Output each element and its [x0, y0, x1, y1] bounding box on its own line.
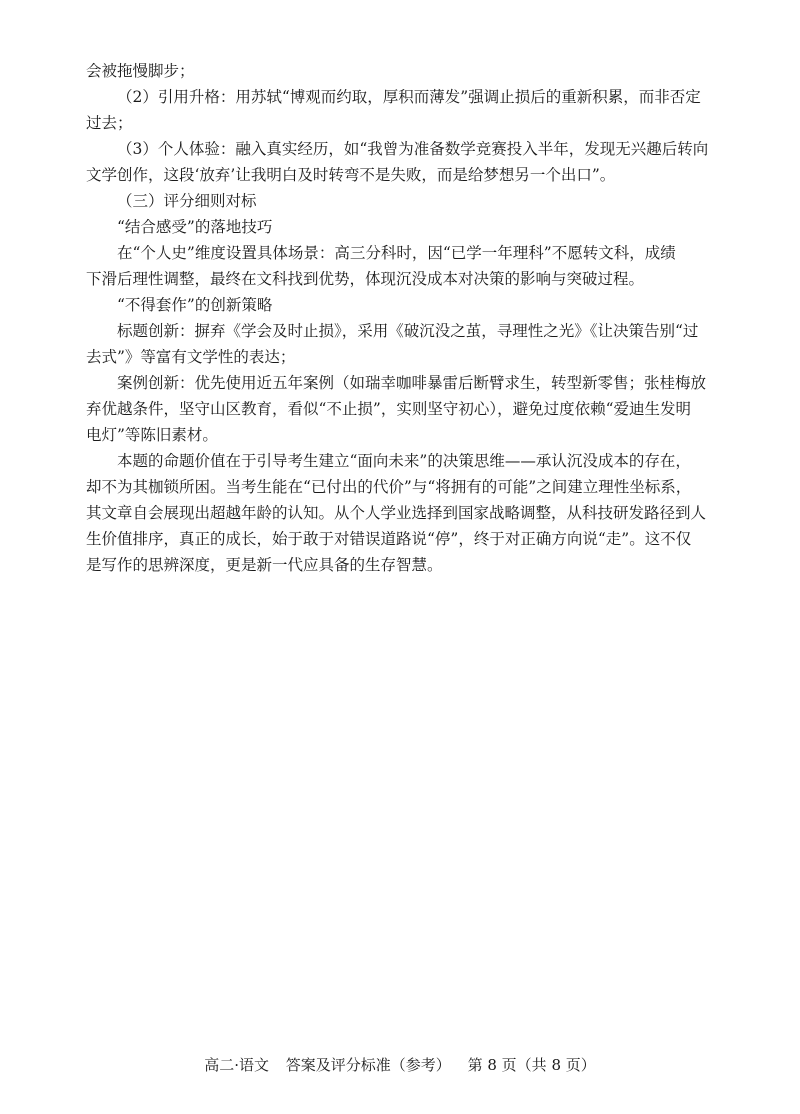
footer-subject: 高二·语文 [204, 1056, 270, 1074]
text-line: 案例创新：优先使用近五年案例（如瑞幸咖啡暴雷后断臂求生，转型新零售；张桂梅放 [117, 374, 707, 392]
text-line: 生价值排序，真正的成长，始于敢于对错误道路说“停”，终于对正确方向说“走”。这不仅 [86, 530, 692, 548]
text-line: 在“个人史”维度设置具体场景：高三分科时，因“已学一年理科”不愿转文科，成绩 [117, 244, 676, 262]
text-line: 去式”》等富有文学性的表达； [86, 348, 296, 366]
text-line: 电灯”等陈旧素材。 [86, 426, 218, 444]
text-line: 却不为其枷锁所困。当考生能在“已付出的代价”与“将拥有的可能”之间建立理性坐标系， [86, 478, 692, 496]
subsection-heading: “不得套作”的创新策略 [117, 296, 273, 314]
text-line: 本题的命题价值在于引导考生建立“面向未来”的决策思维——承认沉没成本的存在， [117, 452, 691, 470]
text-line: 下滑后理性调整，最终在文科找到优势，体现沉没成本对决策的影响与突破过程。 [86, 270, 645, 288]
text-line: 文学创作，这段‘放弃’让我明白及时转弯不是失败，而是给梦想另一个出口”。 [86, 166, 616, 184]
page-footer [0, 1055, 800, 1075]
text-line: 其文章自会展现出超越年龄的认知。从个人学业选择到国家战略调整，从科技研发路径到人 [86, 504, 707, 522]
section-heading: （三）评分细则对标 [117, 192, 257, 210]
text-line: 会被拖慢脚步； [86, 62, 195, 80]
subsection-heading: “结合感受”的落地技巧 [117, 218, 273, 236]
footer-page-number: 第 8 页（共 8 页） [467, 1056, 596, 1074]
text-line: 标题创新：摒弃《学会及时止损》，采用《破沉没之茧，寻理性之光》《让决策告别“过 [117, 322, 699, 340]
text-line: 弃优越条件，坚守山区教育，看似“不止损”，实则坚守初心），避免过度依赖“爱迪生发明 [86, 400, 692, 418]
text-line: 是写作的思辨深度，更是新一代应具备的生存智慧。 [86, 556, 443, 574]
document-body [86, 58, 718, 578]
text-line: 过去； [86, 114, 133, 132]
text-line: （3）个人体验：融入真实经历，如“我曾为准备数学竞赛投入半年，发现无兴趣后转向 [117, 140, 709, 158]
text-line: （2）引用升格：用苏轼“博观而约取，厚积而薄发”强调止损后的重新积累，而非否定 [117, 88, 701, 106]
footer-doc-title: 答案及评分标准（参考） [285, 1056, 451, 1074]
